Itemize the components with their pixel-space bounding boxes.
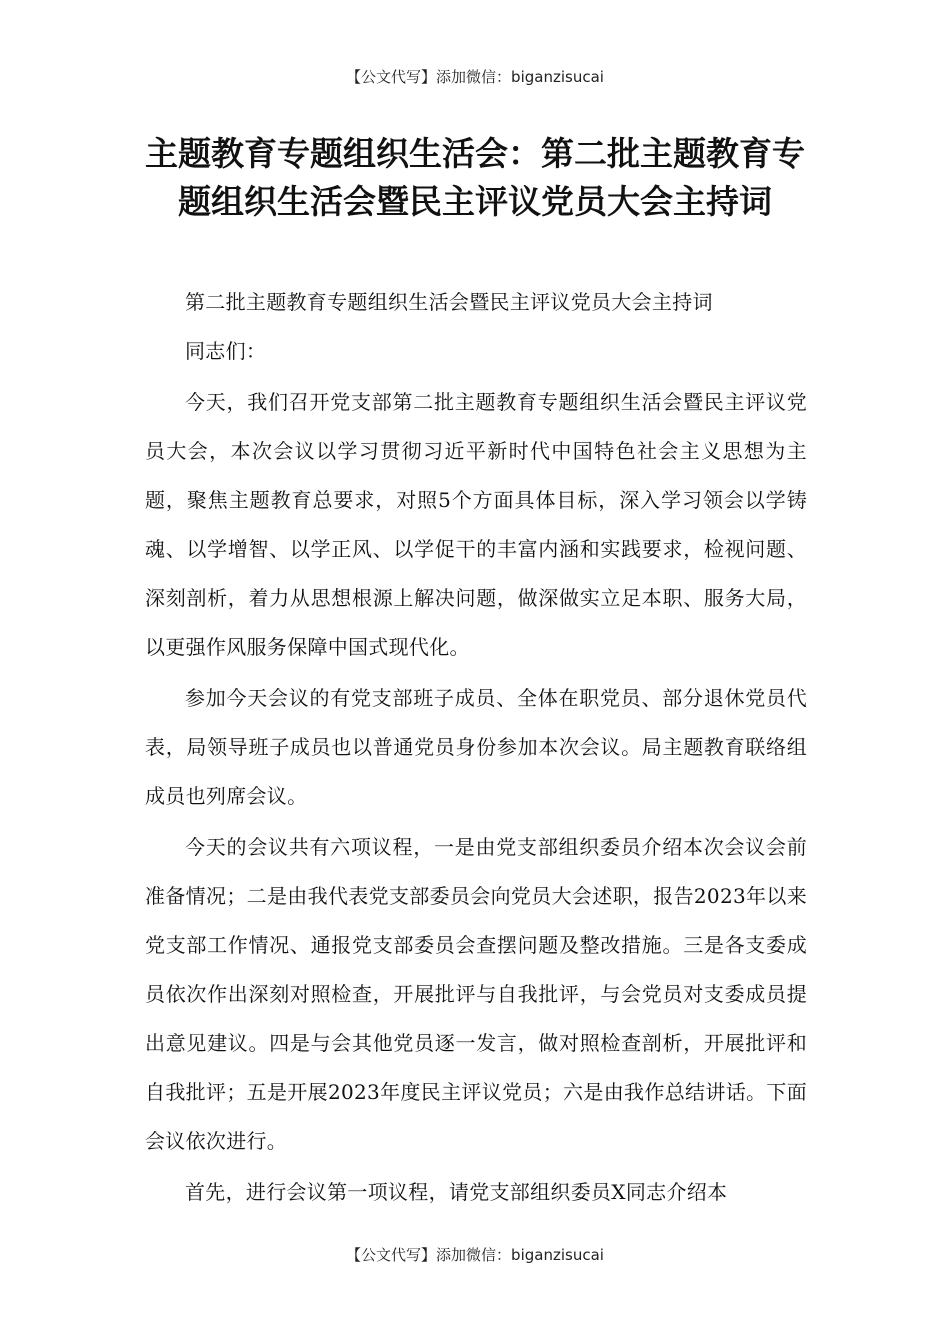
body-paragraph: 今天的会议共有六项议程，一是由党支部组织委员介绍本次会议会前准备情况；二是由我代表党支部委员会向党员大会述职，报告2023年以来党支部工作情况、通报党支部委员会查摆问题及整改措施。三是各支委成员依次作出深刻对照检查，开展批评与自我批评，与会党员对支委成员提出意见建议。四是与会其他党员逐一发言，做对照检查剖析，开展批评和自我批评；五是开展2023年度民主评议党员；六是由我作总结讲话。下面会议依次进行。 (145, 835, 807, 1153)
salutation-paragraph: 同志们： (185, 339, 267, 363)
page-header-note: 【公文代写】添加微信：biganzisucai (346, 68, 604, 86)
subtitle-paragraph: 第二批主题教育专题组织生活会暨民主评议党员大会主持词 (185, 290, 713, 314)
document-title: 主题教育专题组织生活会：第二批主题教育专题组织生活会暨民主评议党员大会主持词 (145, 134, 805, 221)
body-paragraph: 首先，进行会议第一项议程，请党支部组织委员X同志介绍本 (185, 1180, 728, 1204)
page-footer-note: 【公文代写】添加微信：biganzisucai (346, 1246, 604, 1264)
body-paragraph: 参加今天会议的有党支部班子成员、全体在职党员、部分退休党员代表，局领导班子成员也以普通党员身份参加本次会议。局主题教育联络组成员也列席会议。 (145, 686, 807, 808)
body-paragraph: 今天，我们召开党支部第二批主题教育专题组织生活会暨民主评议党员大会，本次会议以学习贯彻习近平新时代中国特色社会主义思想为主题，聚焦主题教育总要求，对照5个方面具体目标，深入学习领会以学铸魂、以学增智、以学正风、以学促干的丰富内涵和实践要求，检视问题、深刻剖析，着力从思想根源上解决问题，做深做实立足本职、服务大局，以更强作风服务保障中国式现代化。 (145, 390, 807, 659)
document-body (145, 278, 807, 1217)
